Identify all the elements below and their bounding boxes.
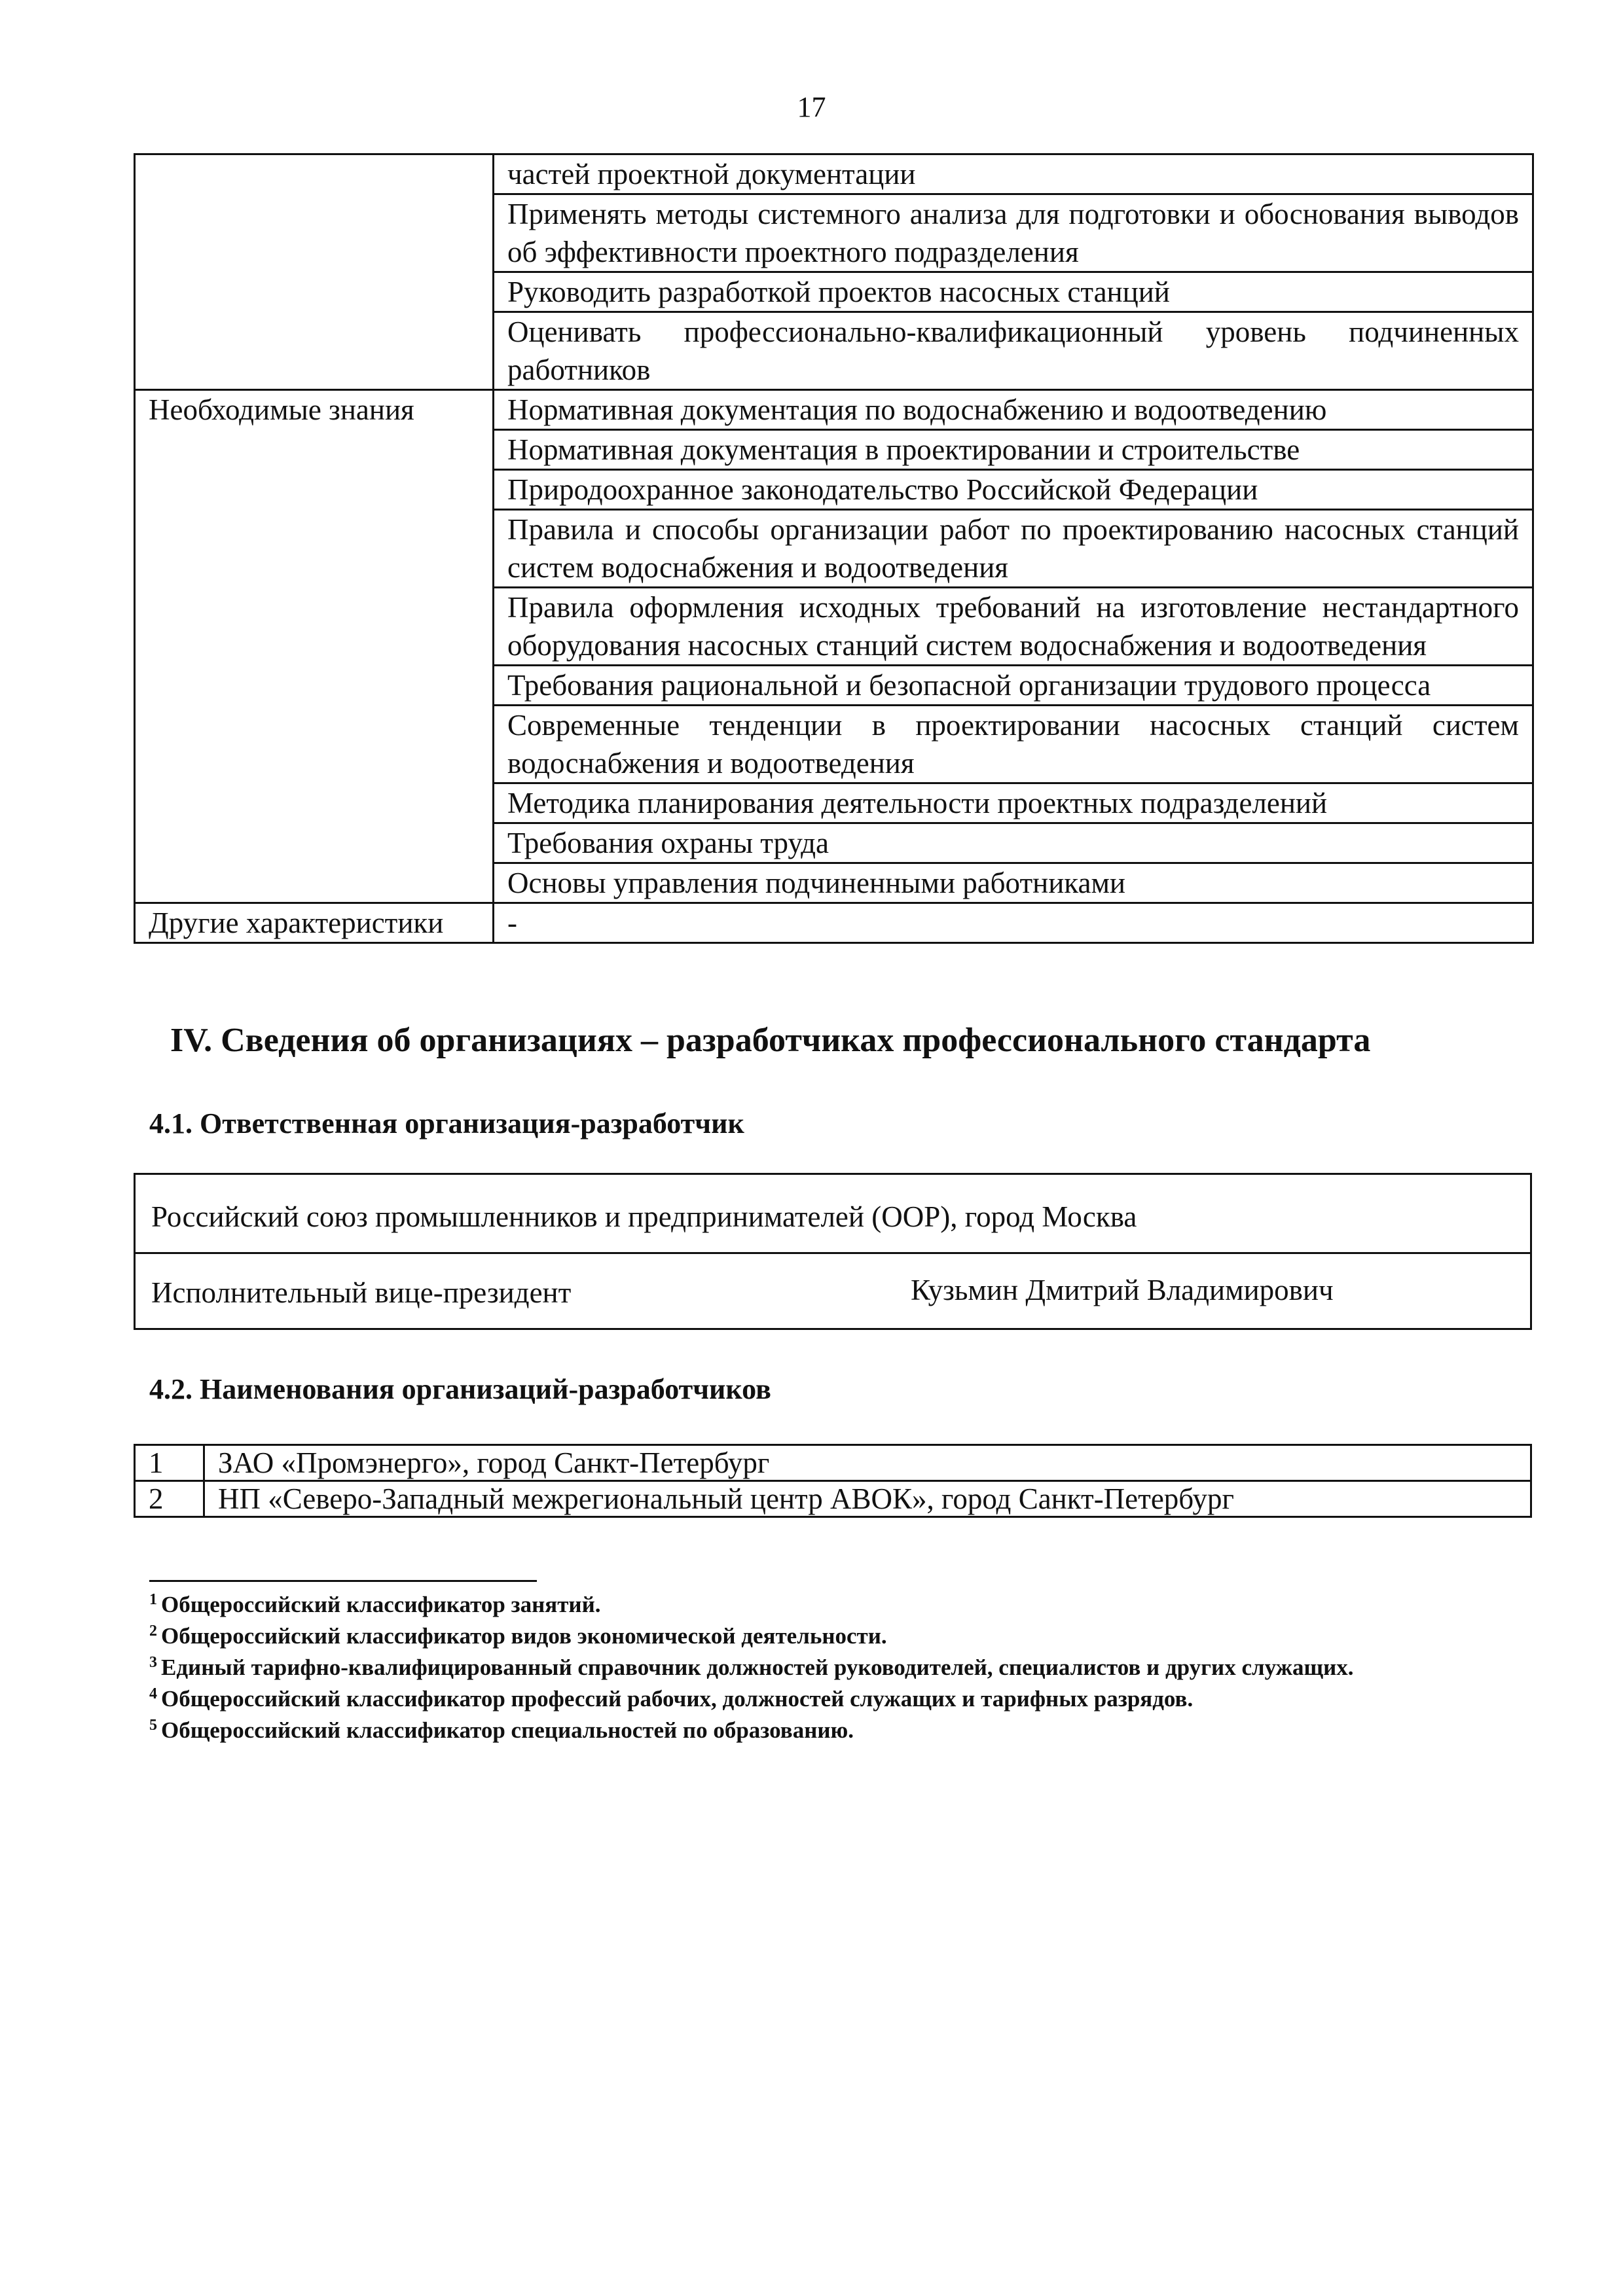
section-heading: IV. Сведения об организациях – разработчиках профессионального стандарта bbox=[170, 1022, 1371, 1059]
table-cell: Правила и способы организации работ по проектированию насосных станций систем водоснабжения и водоотведения bbox=[494, 510, 1533, 588]
row-label-cell bbox=[135, 154, 494, 390]
footnote-mark: 3 bbox=[149, 1654, 157, 1671]
table-cell: Применять методы системного анализа для подготовки и обоснования выводов об эффективности проектного подразделения bbox=[494, 194, 1533, 272]
table-cell: Требования охраны труда bbox=[494, 823, 1533, 863]
responsible-org-box bbox=[134, 1173, 1532, 1330]
table-cell: Современные тенденции в проектировании насосных станций систем водоснабжения и водоотведения bbox=[494, 706, 1533, 783]
table-cell: Руководить разработкой проектов насосных станций bbox=[494, 272, 1533, 312]
table-cell: Требования рациональной и безопасной организации трудового процесса bbox=[494, 666, 1533, 706]
footnote-separator bbox=[149, 1580, 537, 1582]
subsection-heading-4-2: 4.2. Наименования организаций-разработчиков bbox=[149, 1373, 771, 1405]
divider bbox=[136, 1252, 1530, 1254]
table-row bbox=[135, 1445, 1531, 1481]
developer-name: НП «Северо-Западный межрегиональный центр АВОК», город Санкт-Петербург bbox=[204, 1481, 1531, 1517]
table-cell: Оценивать профессионально-квалификационный уровень подчиненных работников bbox=[494, 312, 1533, 390]
table-row bbox=[135, 154, 1533, 194]
head-name: Кузьмин Дмитрий Владимирович bbox=[911, 1274, 1334, 1306]
footnote-mark: 1 bbox=[149, 1591, 157, 1608]
table-cell: частей проектной документации bbox=[494, 154, 1533, 194]
footnote-text: Общероссийский классификатор профессий рабочих, должностей служащих и тарифных разрядов. bbox=[161, 1686, 1194, 1712]
footnotes bbox=[149, 1589, 1354, 1746]
footnote-text: Общероссийский классификатор видов экономической деятельности. bbox=[161, 1623, 887, 1649]
footnote bbox=[149, 1715, 1354, 1746]
required-knowledge-label: Необходимые знания bbox=[135, 390, 494, 903]
table-cell: - bbox=[494, 903, 1533, 943]
footnote-text: Единый тарифно-квалифицированный справочник должностей руководителей, специалистов и других служащих. bbox=[161, 1655, 1354, 1680]
table-cell: Основы управления подчиненными работниками bbox=[494, 863, 1533, 903]
page-number: 17 bbox=[797, 91, 826, 123]
footnote bbox=[149, 1652, 1354, 1683]
row-number: 2 bbox=[135, 1481, 204, 1517]
table-cell: Нормативная документация в проектировании и строительстве bbox=[494, 430, 1533, 470]
footnote-mark: 5 bbox=[149, 1717, 157, 1734]
table-row bbox=[135, 390, 1533, 430]
responsible-org-name: Российский союз промышленников и предпринимателей (ООР), город Москва bbox=[151, 1200, 1137, 1233]
row-number: 1 bbox=[135, 1445, 204, 1481]
developer-name: ЗАО «Промэнерго», город Санкт-Петербург bbox=[204, 1445, 1531, 1481]
table-cell: Нормативная документация по водоснабжению и водоотведению bbox=[494, 390, 1533, 430]
footnote-text: Общероссийский классификатор специальностей по образованию. bbox=[161, 1717, 854, 1743]
table-row bbox=[135, 903, 1533, 943]
table-cell: Природоохранное законодательство Российской Федерации bbox=[494, 470, 1533, 510]
subsection-heading-4-1: 4.1. Ответственная организация-разработчик bbox=[149, 1107, 744, 1139]
footnote bbox=[149, 1621, 1354, 1652]
other-characteristics-label: Другие характеристики bbox=[135, 903, 494, 943]
table-cell: Методика планирования деятельности проектных подразделений bbox=[494, 783, 1533, 823]
footnote-mark: 2 bbox=[149, 1623, 157, 1640]
table-cell: Правила оформления исходных требований на изготовление нестандартного оборудования насосных станций систем водоснабжения и водоотведения bbox=[494, 588, 1533, 666]
footnote bbox=[149, 1683, 1354, 1715]
requirements-table bbox=[134, 153, 1534, 944]
footnote-mark: 4 bbox=[149, 1685, 157, 1702]
footnote bbox=[149, 1589, 1354, 1621]
table-row bbox=[135, 1481, 1531, 1517]
developers-table bbox=[134, 1444, 1532, 1518]
head-position: Исполнительный вице-президент bbox=[151, 1276, 572, 1309]
footnote-text: Общероссийский классификатор занятий. bbox=[161, 1592, 601, 1617]
